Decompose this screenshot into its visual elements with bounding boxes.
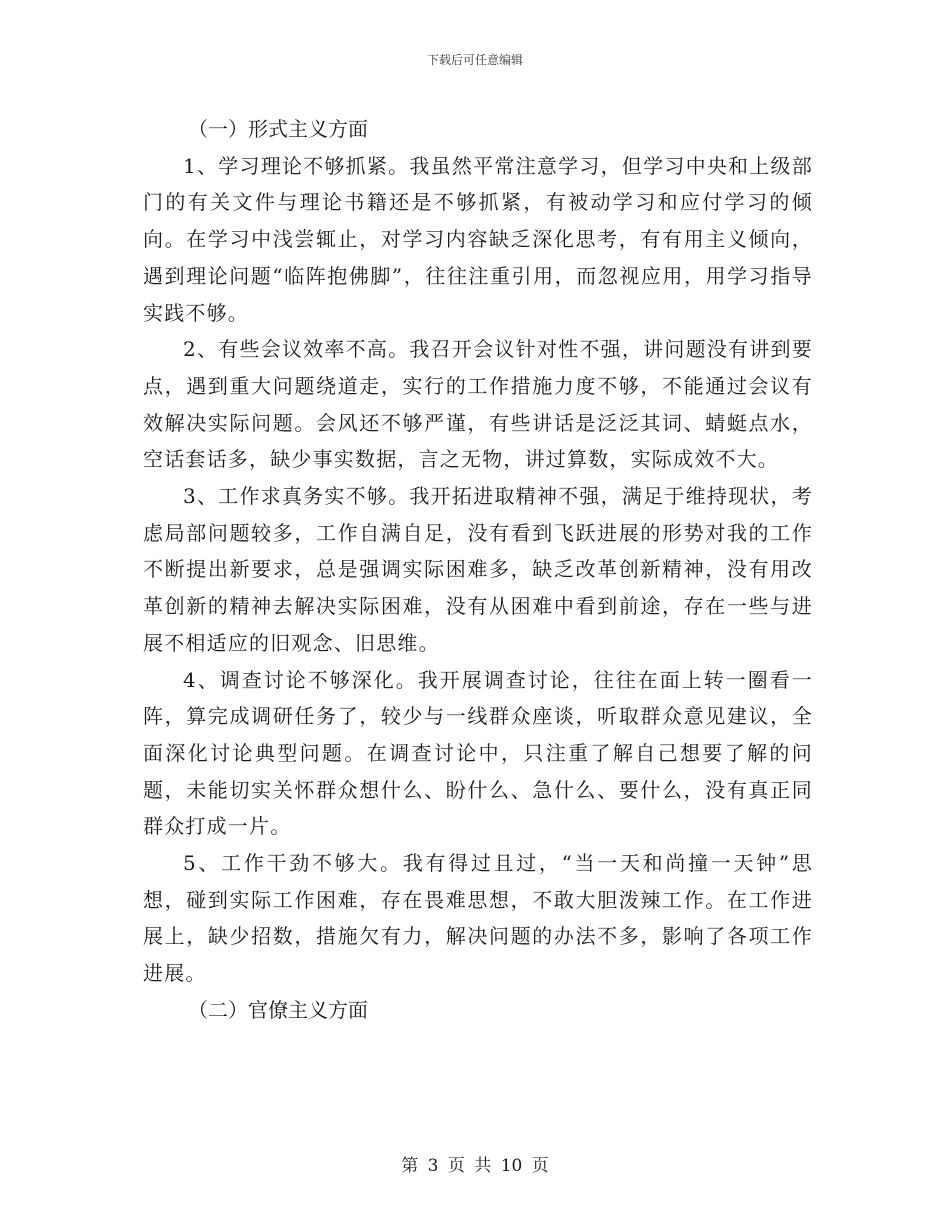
paragraph-5: 5、工作干劲不够大。我有得过且过，“当一天和尚撞一天钟”思想，碰到实际工作困难，存在畏难思想，不敢大胆泼辣工作。在工作进展上，缺少招数，措施欠有力，解决问题的办法不多，影响了各项工作进展。 — [143, 851, 813, 986]
paragraph-4: 4、调查讨论不够深化。我开展调查讨论，往往在面上转一圈看一阵，算完成调研任务了，较少与一线群众座谈，听取群众意见建议，全面深化讨论典型问题。在调查讨论中，只注重了解自己想要了解的问题，未能切实关怀群众想什么、盼什么、急什么、要什么，没有真正同群众打成一片。 — [143, 667, 813, 839]
section-heading-formalism: （一）形式主义方面 — [188, 117, 368, 141]
paragraph-1: 1、学习理论不够抓紧。我虽然平常注意学习，但学习中央和上级部门的有关文件与理论书籍还是不够抓紧，有被动学习和应付学习的倾向。在学习中浅尝辄止，对学习内容缺乏深化思考，有有用主义倾向，遇到理论问题“临阵抱佛脚”，往往注重引用，而忽视应用，用学习指导实践不够。 — [143, 153, 813, 325]
document-body — [143, 111, 813, 1029]
paragraph-2: 2、有些会议效率不高。我召开会议针对性不强，讲问题没有讲到要点，遇到重大问题绕道走，实行的工作措施力度不够，不能通过会议有效解决实际问题。会风还不够严谨，有些讲话是泛泛其词、蜻蜓点水，空话套话多，缺少事实数据，言之无物，讲过算数，实际成效不大。 — [143, 337, 813, 472]
paragraph-3: 3、工作求真务实不够。我开拓进取精神不强，满足于维持现状，考虑局部问题较多，工作自满自足，没有看到飞跃进展的形势对我的工作不断提出新要求，总是强调实际困难多，缺乏改革创新精神，没有用改革创新的精神去解决实际困难，没有从困难中看到前途，存在一些与进展不相适应的旧观念、旧思维。 — [143, 484, 813, 655]
page-number-footer: 第 3 页 共 10 页 — [401, 1156, 549, 1176]
section-heading-bureaucratism: （二）官僚主义方面 — [188, 997, 368, 1022]
page-header-note: 下载后可任意编辑 — [426, 53, 523, 67]
